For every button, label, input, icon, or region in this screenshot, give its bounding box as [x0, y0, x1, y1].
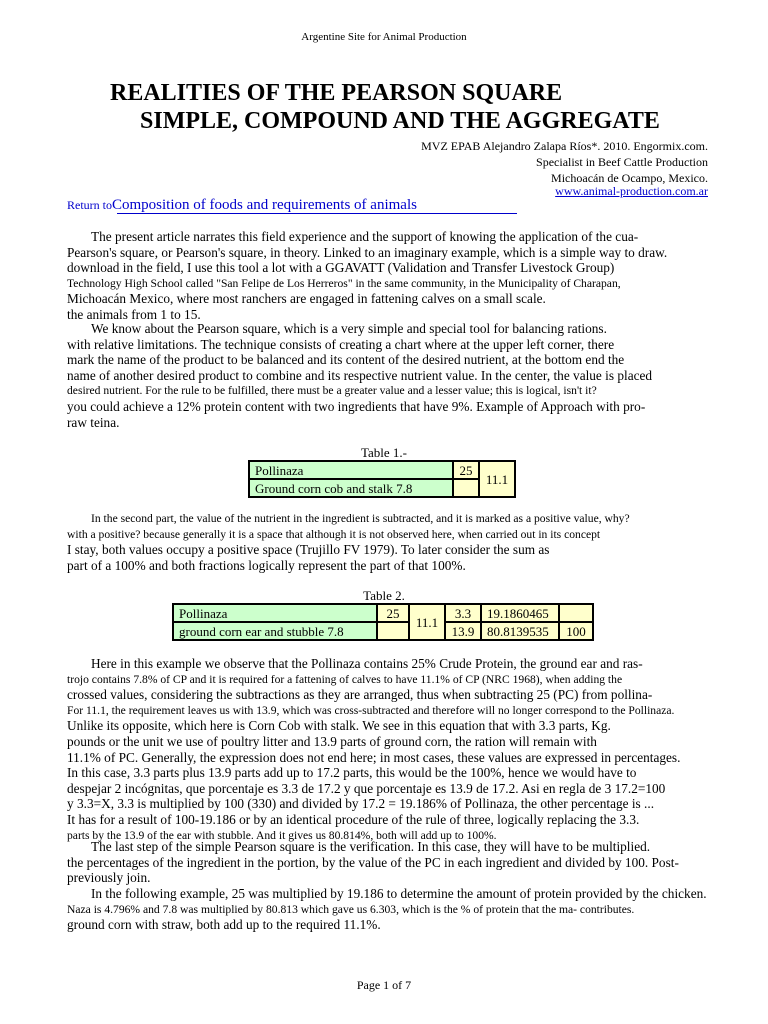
- table2-percent-1: 19.1860465: [481, 604, 559, 622]
- author-specialty: Specialist in Beef Cattle Production: [536, 155, 708, 169]
- table1-protein-1: 25: [453, 461, 479, 479]
- table1-protein-2: [453, 479, 479, 497]
- table1-caption: Table 1.-: [360, 445, 407, 460]
- table1-ingredient-1: Pollinaza: [249, 461, 453, 479]
- title-line-1: REALITIES OF THE PEARSON SQUARE: [110, 80, 563, 106]
- author-location: Michoacán de Ocampo, Mexico.: [551, 171, 708, 185]
- paragraph-intro: The present article narrates this field experience and the support of knowing the application of the cua- Pearson's square, or Pearson's square, in theory. Linked to an imaginary example, which is a simple way to draw. download in the field, I use this tool a lot with a GGAVATT (Validation and Transfer Livestock Group) Technology High School called "San Felipe de Los Herreros" in the same community, in the Municipality of Charapan, Michoacán Mexico, where most ranchers are engaged in fattening calves on a small scale. the animals from 1 to 15.: [67, 229, 668, 322]
- pearson-table-2: [172, 603, 594, 641]
- table2-parts-2: 13.9: [445, 622, 481, 640]
- title-line-2: SIMPLE, COMPOUND AND THE AGGREGATE: [140, 108, 660, 134]
- paragraph-second-part: In the second part, the value of the nutrient in the ingredient is subtracted, and it is marked as a positive value, why? with a positive? because generally it is a space that although it is not observed here, when carried out in its concept I stay, both values occupy a positive space (Trujillo FV 1979). To later consider the sum as part of a 100% and both fractions logically represent the part of that 100%.: [67, 512, 630, 573]
- return-prefix: Return to: [67, 198, 112, 212]
- pearson-table-1: [248, 460, 516, 498]
- table1-required-value: 11.1: [479, 461, 515, 497]
- table2-protein-1: 25: [377, 604, 409, 622]
- paragraph-technique: We know about the Pearson square, which is a very simple and special tool for balancing rations. with relative limitations. The technique consists of creating a chart where at the upper left corner, there mark the name of the product to be balanced and its content of the desired nutrient, at the bottom end the name of another desired product to combine and its respective nutrient value. In the center, the value is placed desired nutrient. For the rule to be fulfilled, there must be a greater value and a lesser value; this is logical, isn't it? you could achieve a 12% protein content with two ingredients that have 9%. Example of Approach with pro- raw teina.: [67, 321, 653, 430]
- table2-parts-1: 3.3: [445, 604, 481, 622]
- paragraph-verification: The last step of the simple Pearson square is the verification. In this case, they will have to be multiplied. the percentages of the ingredient in the portion, by the value of the PC in each ingredient and divided by 100. Post- previously join.: [67, 839, 679, 886]
- return-link[interactable]: [67, 197, 417, 214]
- page-number: Page 1 of 7: [356, 978, 412, 992]
- table2-total: 100: [559, 622, 593, 640]
- table1-ingredient-2: Ground corn cob and stalk 7.8: [249, 479, 453, 497]
- page-header: Argentine Site for Animal Production: [301, 31, 467, 43]
- return-link-text[interactable]: Composition of foods and requirements of animals: [112, 197, 417, 213]
- table2-required-value: 11.1: [409, 604, 445, 640]
- table2-percent-2: 80.8139535: [481, 622, 559, 640]
- table2-protein-2: [377, 622, 409, 640]
- table2-total-empty: [559, 604, 593, 622]
- paragraph-following-example: In the following example, 25 was multiplied by 19.186 to determine the amount of protein provided by the chicken. Naza is 4.796% and 7.8 was multiplied by 80.813 which gave us 6.303, which is the % of protein that the ma- contributes. ground corn with straw, both add up to the required 11.1%.: [67, 886, 707, 933]
- table2-caption: Table 2.: [363, 588, 405, 603]
- table2-ingredient-2: ground corn ear and stubble 7.8: [173, 622, 377, 640]
- paragraph-example: Here in this example we observe that the Pollinaza contains 25% Crude Protein, the ground ear and ras- trojo contains 7.8% of CP and it is required for a fattening of calves to have 11.1% of CP (NRC 1968), when adding the crossed values, considering the subtractions as they are arranged, thus when subtracting 25 (PC) from pollina- For 11.1, the requirement leaves us with 13.9, which was cross-subtracted and therefore will no longer correspond to the Pollinaza. Unlike its opposite, which here is Corn Cob with stalk. We see in this equation that with 3.3 parts, Kg. pounds or the unit we use of poultry litter and 13.9 parts of ground corn, the ration will remain with 11.1% of PC. Generally, the expression does not end here; in most cases, these values are expressed in percentages. In this case, 3.3 parts plus 13.9 parts add up to 17.2 parts, this would be the 100%, hence we would have to despejar 2 incógnitas, que porcentaje es 3.3 de 17.2 y que porcentaje es 13.9 de 17.2. Asi en regla de 3 17.2=100 y 3.3=X, 3.3 is multiplied by 100 (330) and divided by 17.2 = 19.186% of Pollinaza, the other percentage is ... It has for a result of 100-19.186 or by an identical procedure of the rule of three, logically replacing the 3.3. parts by the 13.9 of the ear with stubble. And it gives us 80.814%, both will add up to 100%.: [67, 656, 681, 842]
- author-line: MVZ EPAB Alejandro Zalapa Ríos*. 2010. Engormix.com.: [421, 139, 708, 153]
- table2-ingredient-1: Pollinaza: [173, 604, 377, 622]
- website-link[interactable]: www.animal-production.com.ar: [555, 184, 708, 198]
